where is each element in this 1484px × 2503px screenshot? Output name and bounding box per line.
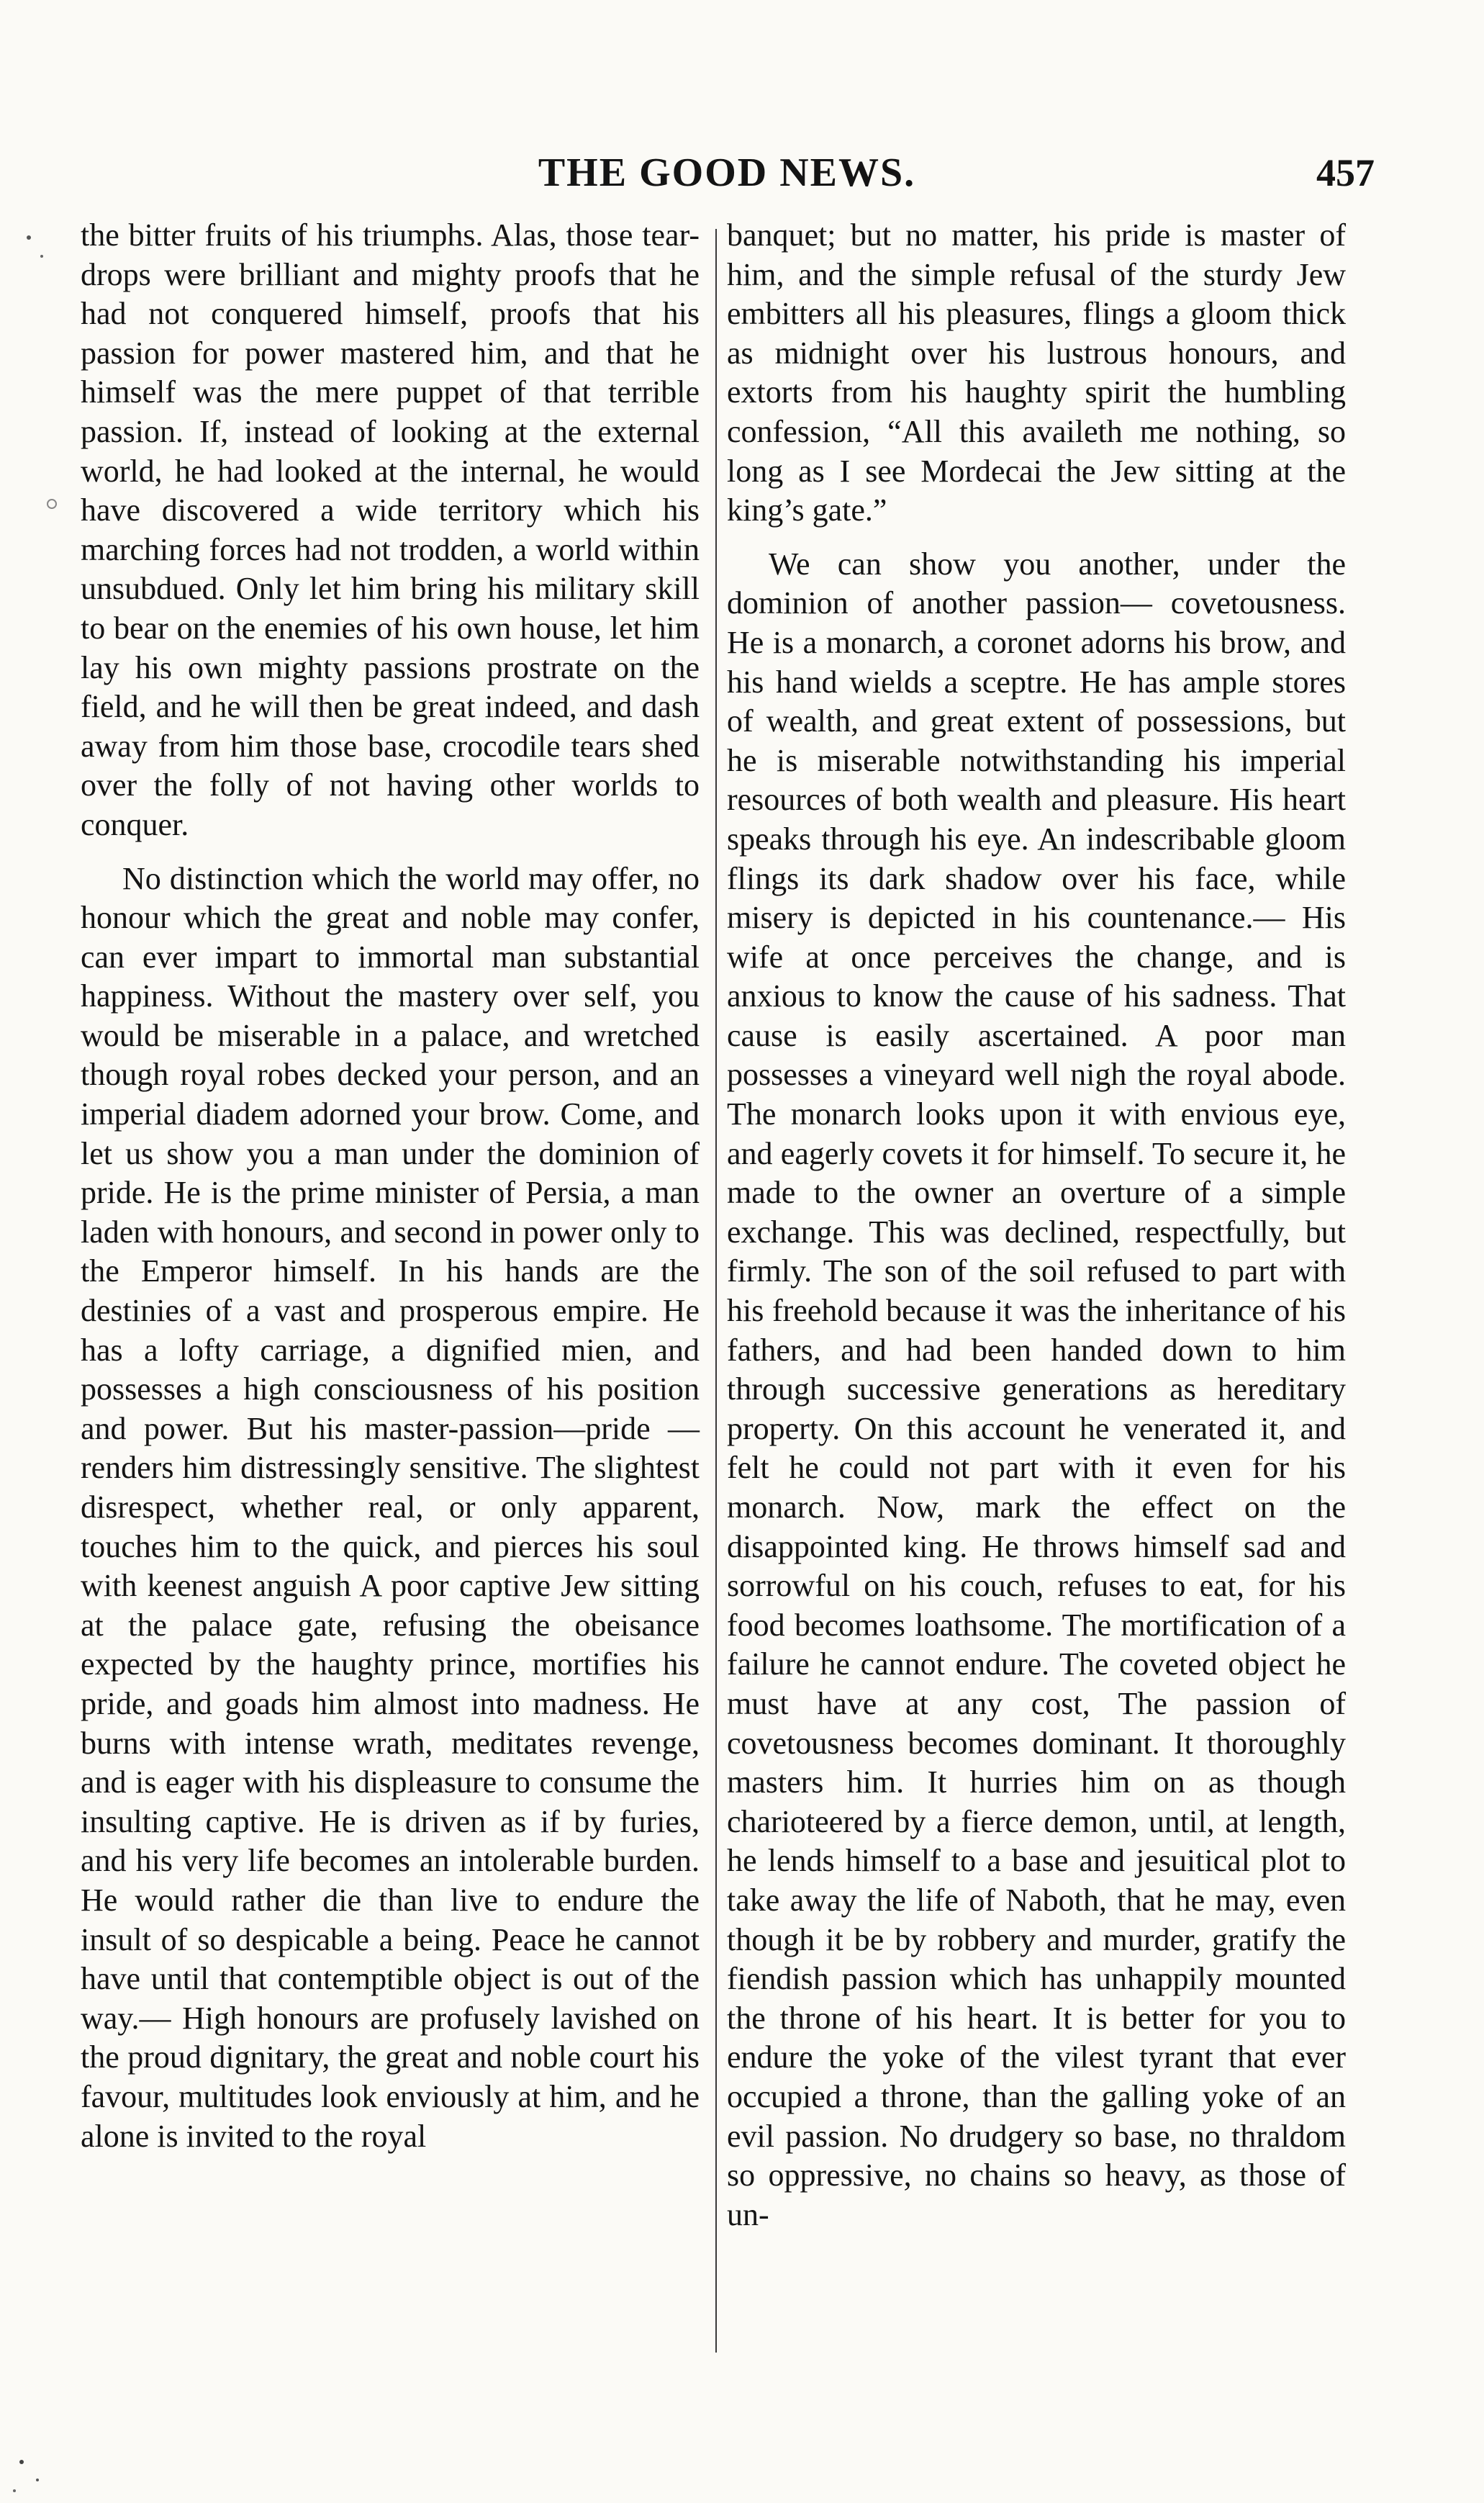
left-paragraph-1: the bitter fruits of his triumphs. Alas, those tear-drops were brilliant and mighty proofs that he had not conquered himself, proofs that his passion for power mastered him, and that he himself was the mere puppet of that terrible passion. If, instead of looking at the external world, he had looked at the internal, he would have discovered a wide territory which his marching forces had not trodden, a world within unsubdued. Only let him bring his military skill to bear on the enemies of his own house, let him lay his own mighty passions prostrate on the field, and he will then be great indeed, and dash away from him those base, crocodile tears shed over the folly of not having other worlds to conquer. [81,217,700,842]
speck [13,2489,16,2492]
speck [36,2479,39,2481]
right-paragraph-1: banquet; but no matter, his pride is master of him, and the simple refusal of the sturdy Jew embitters all his pleasures, flings a gloom thick as midnight over his lustrous honours, and extorts from his haughty spirit the humbling confession, “All this availeth me nothing, so long as I see Mordecai the Jew sitting at the king’s gate.” [727,217,1346,528]
speck [40,255,43,258]
right-paragraph-2: We can show you another, under the dominion of another passion— covetousness. He is a monarch, a coronet adorns his brow, and his hand wields a sceptre. He has ample stores of wealth, and great extent of possessions, but he is miserable notwithstanding his imperial resources of both wealth and pleasure. His heart speaks through his eye. An indescribable gloom flings its dark shadow over his face, while misery is depicted in his countenance.— His wife at once perceives the change, and is anxious to know the cause of his sadness. That cause is easily ascertained. A poor man possesses a vineyard well nigh the royal abode. The monarch looks upon it with envious eye, and eagerly covets it for himself. To secure it, he made to the owner an overture of a simple exchange. This was declined, respectfully, but firmly. The son of the soil refused to part with his freehold because it was the inheritance of his fathers, and had been handed down to him through successive generations as hereditary property. On this account he venerated it, and felt he could not part with it even for his monarch. Now, mark the effect on the disappointed king. He throws himself sad and sorrowful on his couch, refuses to eat, for his food becomes loathsome. The mortification of a failure he cannot endure. The coveted object he must have at any cost, The passion of covetousness becomes dominant. It thoroughly masters him. It hurries him on as though charioteered by a fierce demon, until, at length, he lends himself to a base and jesuitical plot to take away the life of Naboth, that he may, even though it be by robbery and murder, gratify the fiendish passion which has unhappily mounted the throne of his heart. It is better for you to endure the yoke of the vilest tyrant that ever occupied a throne, than the galling yoke of an evil passion. No drudgery so base, no thraldom so oppressive, no chains so heavy, as those of un- [727,546,1346,2232]
speck [27,235,31,240]
speck [19,2460,24,2464]
left-paragraph-2: No distinction which the world may offer, no honour which the great and noble may confer, can ever impart to immortal man substantial happiness. Without the mastery over self, you would be miserable in a palace, and wretched though royal robes decked your person, and an imperial diadem adorned your brow. Come, and let us show you a man under the dominion of pride. He is the prime minister of Persia, a man laden with honours, and second in power only to the Emperor himself. In his hands are the destinies of a vast and prosperous empire. He has a lofty carriage, a dignified mien, and possesses a high consciousness of his position and power. But his master-passion—pride —renders him distressingly sensitive. The slightest disrespect, whether real, or only apparent, touches him to the quick, and pierces his soul with keenest anguish A poor captive Jew sitting at the palace gate, refusing the obeisance expected by the haughty prince, mortifies his pride, and goads him almost into madness. He burns with intense wrath, meditates revenge, and is eager with his displeasure to consume the insulting captive. He is driven as if by furies, and his very life becomes an intolerable burden. He would rather die than live to endure the insult of so despicable a being. Peace he cannot have until that contemptible object is out of the way.— High honours are profusely lavished on the proud dignitary, the great and noble court his favour, multitudes look enviously at him, and he alone is invited to the royal [81,860,700,2154]
running-title: THE GOOD NEWS. [538,150,916,195]
speck [47,500,56,508]
page-number: 457 [1316,151,1375,194]
